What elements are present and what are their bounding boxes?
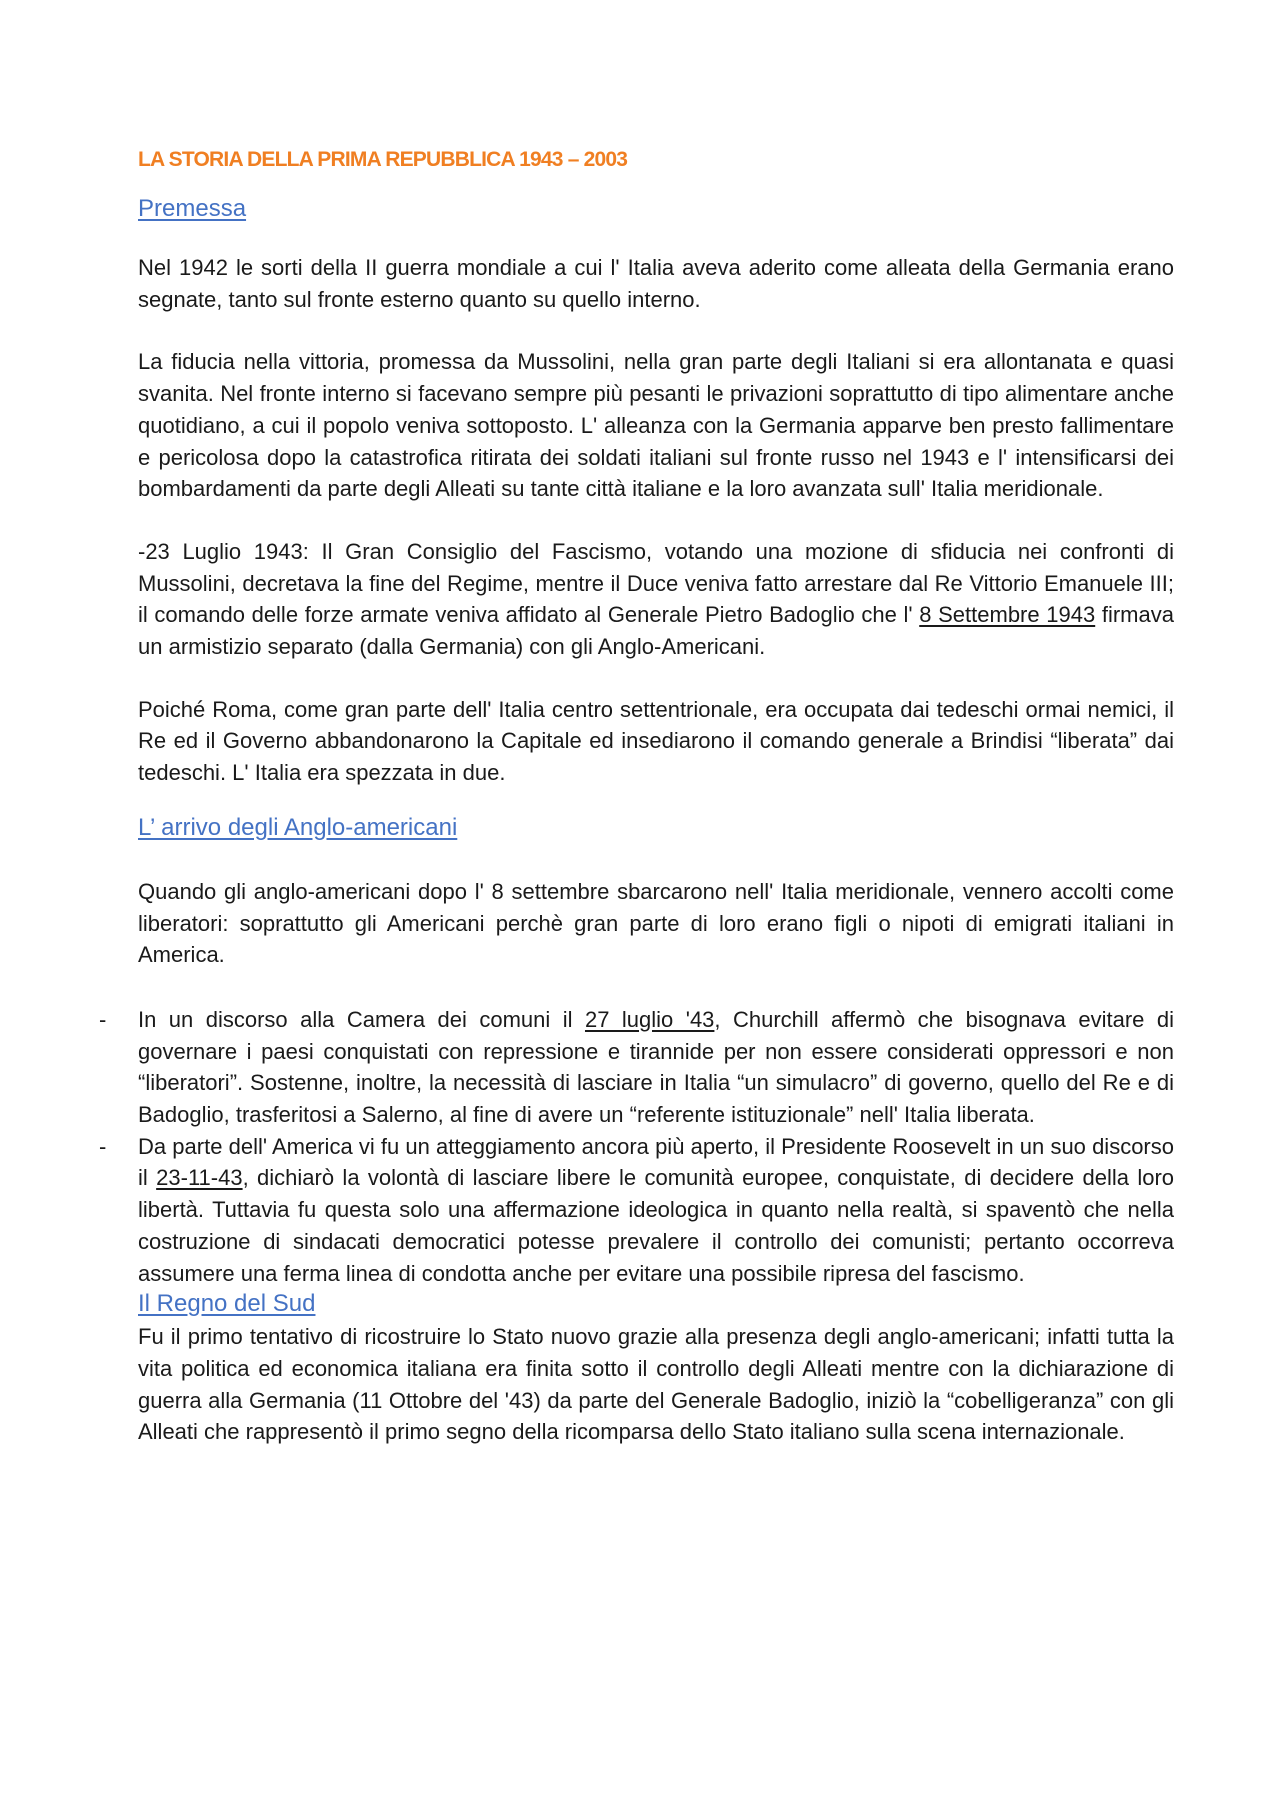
bullet-roosevelt-text-a: Da parte dell' America vi fu un atteggiamento ancora più aperto, il Presidente Roosevelt in un suo discorso il	[138, 1133, 1174, 1191]
bullet-dash: -	[99, 1133, 107, 1159]
section-heading-premessa: Premessa	[138, 195, 247, 222]
bullet-churchill-text-a: In un discorso alla Camera dei comuni il	[138, 1006, 585, 1032]
paragraph-premessa-1: Nel 1942 le sorti della II guerra mondiale a cui l' Italia aveva aderito come alleata della Germania erano segnate, tanto sul fronte esterno quanto su quello interno.	[138, 255, 1174, 312]
section-heading-arrivo: L’ arrivo degli Anglo-americani	[138, 813, 458, 841]
bullet-churchill-text-b: , Churchill affermò che bisognava evitare di governare i paesi conquistati con repressione e tirannide per non essere considerati oppressori e non “liberatori”. Sostenne, inoltre, la necessità di lasciare in Italia “un simulacro” di governo, quello del Re e di Badoglio, trasferitosi a Salerno, al fine di avere un “referente istituzionale” nell' Italia liberata.	[138, 1006, 1174, 1128]
paragraph-premessa-3	[138, 536, 1174, 663]
paragraph-premessa-2: La fiducia nella vittoria, promessa da Mussolini, nella gran parte degli Italiani si era allontanata e quasi svanita. Nel fronte interno si facevano sempre più pesanti le privazioni soprattutto di tipo alimentare anche quotidiano, a cui il popolo veniva sottoposto. L' alleanza con la Germania apparve ben presto fallimentare e pericolosa dopo la catastrofica ritirata dei soldati italiani sul fronte russo nel 1943 e l' intensificarsi dei bombardamenti da parte degli Alleati su tante città italiane e la loro avanzata sull' Italia meridionale.	[138, 349, 1174, 502]
document-title: LA STORIA DELLA PRIMA REPUBBLICA 1943 – 2003	[138, 148, 628, 171]
date-27-luglio-43: 27 luglio '43	[584, 1006, 715, 1032]
bullet-roosevelt-text-b: , dichiarò la volontà di lasciare libere le comunità europee, conquistate, di decidere della loro libertà. Tuttavia fu questa solo una affermazione ideologica in quanto nella realtà, si spaventò che nella costruzione di sindacati democratici potesse prevalere il controllo dei comunisti; pertanto occorreva assumere una ferma linea di condotta anche per evitare una possibile ripresa del fascismo.	[138, 1165, 1175, 1286]
bullet-dash: -	[99, 1006, 107, 1032]
date-8-settembre-1943: 8 Settembre 1943	[919, 602, 1096, 628]
paragraph-arrivo-1: Quando gli anglo-americani dopo l' 8 settembre sbarcarono nell' Italia meridionale, vennero accolti come liberatori: soprattutto gli Americani perchè gran parte di loro erano figli o nipoti di emigrati italiani in America.	[138, 878, 1174, 968]
paragraph-premessa-3-text-a: -23 Luglio 1943: Il Gran Consiglio del Fascismo, votando una mozione di sfiducia nei confronti di Mussolini, decretava la fine del Regime, mentre il Duce veniva fatto arrestare dal Re Vittorio Emanuele III; il comando delle forze armate veniva affidato al Generale Pietro Badoglio che l'	[138, 538, 1174, 628]
paragraph-premessa-3-text-b: firmava un armistizio separato (dalla Germania) con gli Anglo-Americani.	[138, 602, 1174, 660]
section-heading-regno-del-sud: Il Regno del Sud	[138, 1290, 316, 1318]
date-23-11-43: 23-11-43	[156, 1165, 243, 1191]
bullet-item-churchill	[99, 1004, 1174, 1131]
bullet-list-arrivo	[99, 1004, 1175, 1289]
paragraph-premessa-4: Poiché Roma, come gran parte dell' Italia centro settentrionale, era occupata dai tedeschi ormai nemici, il Re ed il Governo abbandonarono la Capitale ed insediarono il comando generale a Brindisi “liberata” dai tedeschi. L' Italia era spezzata in due.	[138, 696, 1174, 786]
bullet-item-roosevelt	[99, 1131, 1175, 1290]
document-page	[99, 146, 1175, 1448]
paragraph-regno-1: Fu il primo tentativo di ricostruire lo Stato nuovo grazie alla presenza degli anglo-americani; infatti tutta la vita politica ed economica italiana era finita sotto il controllo degli Alleati mentre con la dichiarazione di guerra alla Germania (11 Ottobre del '43) da parte del Generale Badoglio, iniziò la “cobelligeranza” con gli Alleati che rappresentò il primo segno della ricomparsa dello Stato italiano sulla scena internazionale.	[138, 1324, 1174, 1445]
